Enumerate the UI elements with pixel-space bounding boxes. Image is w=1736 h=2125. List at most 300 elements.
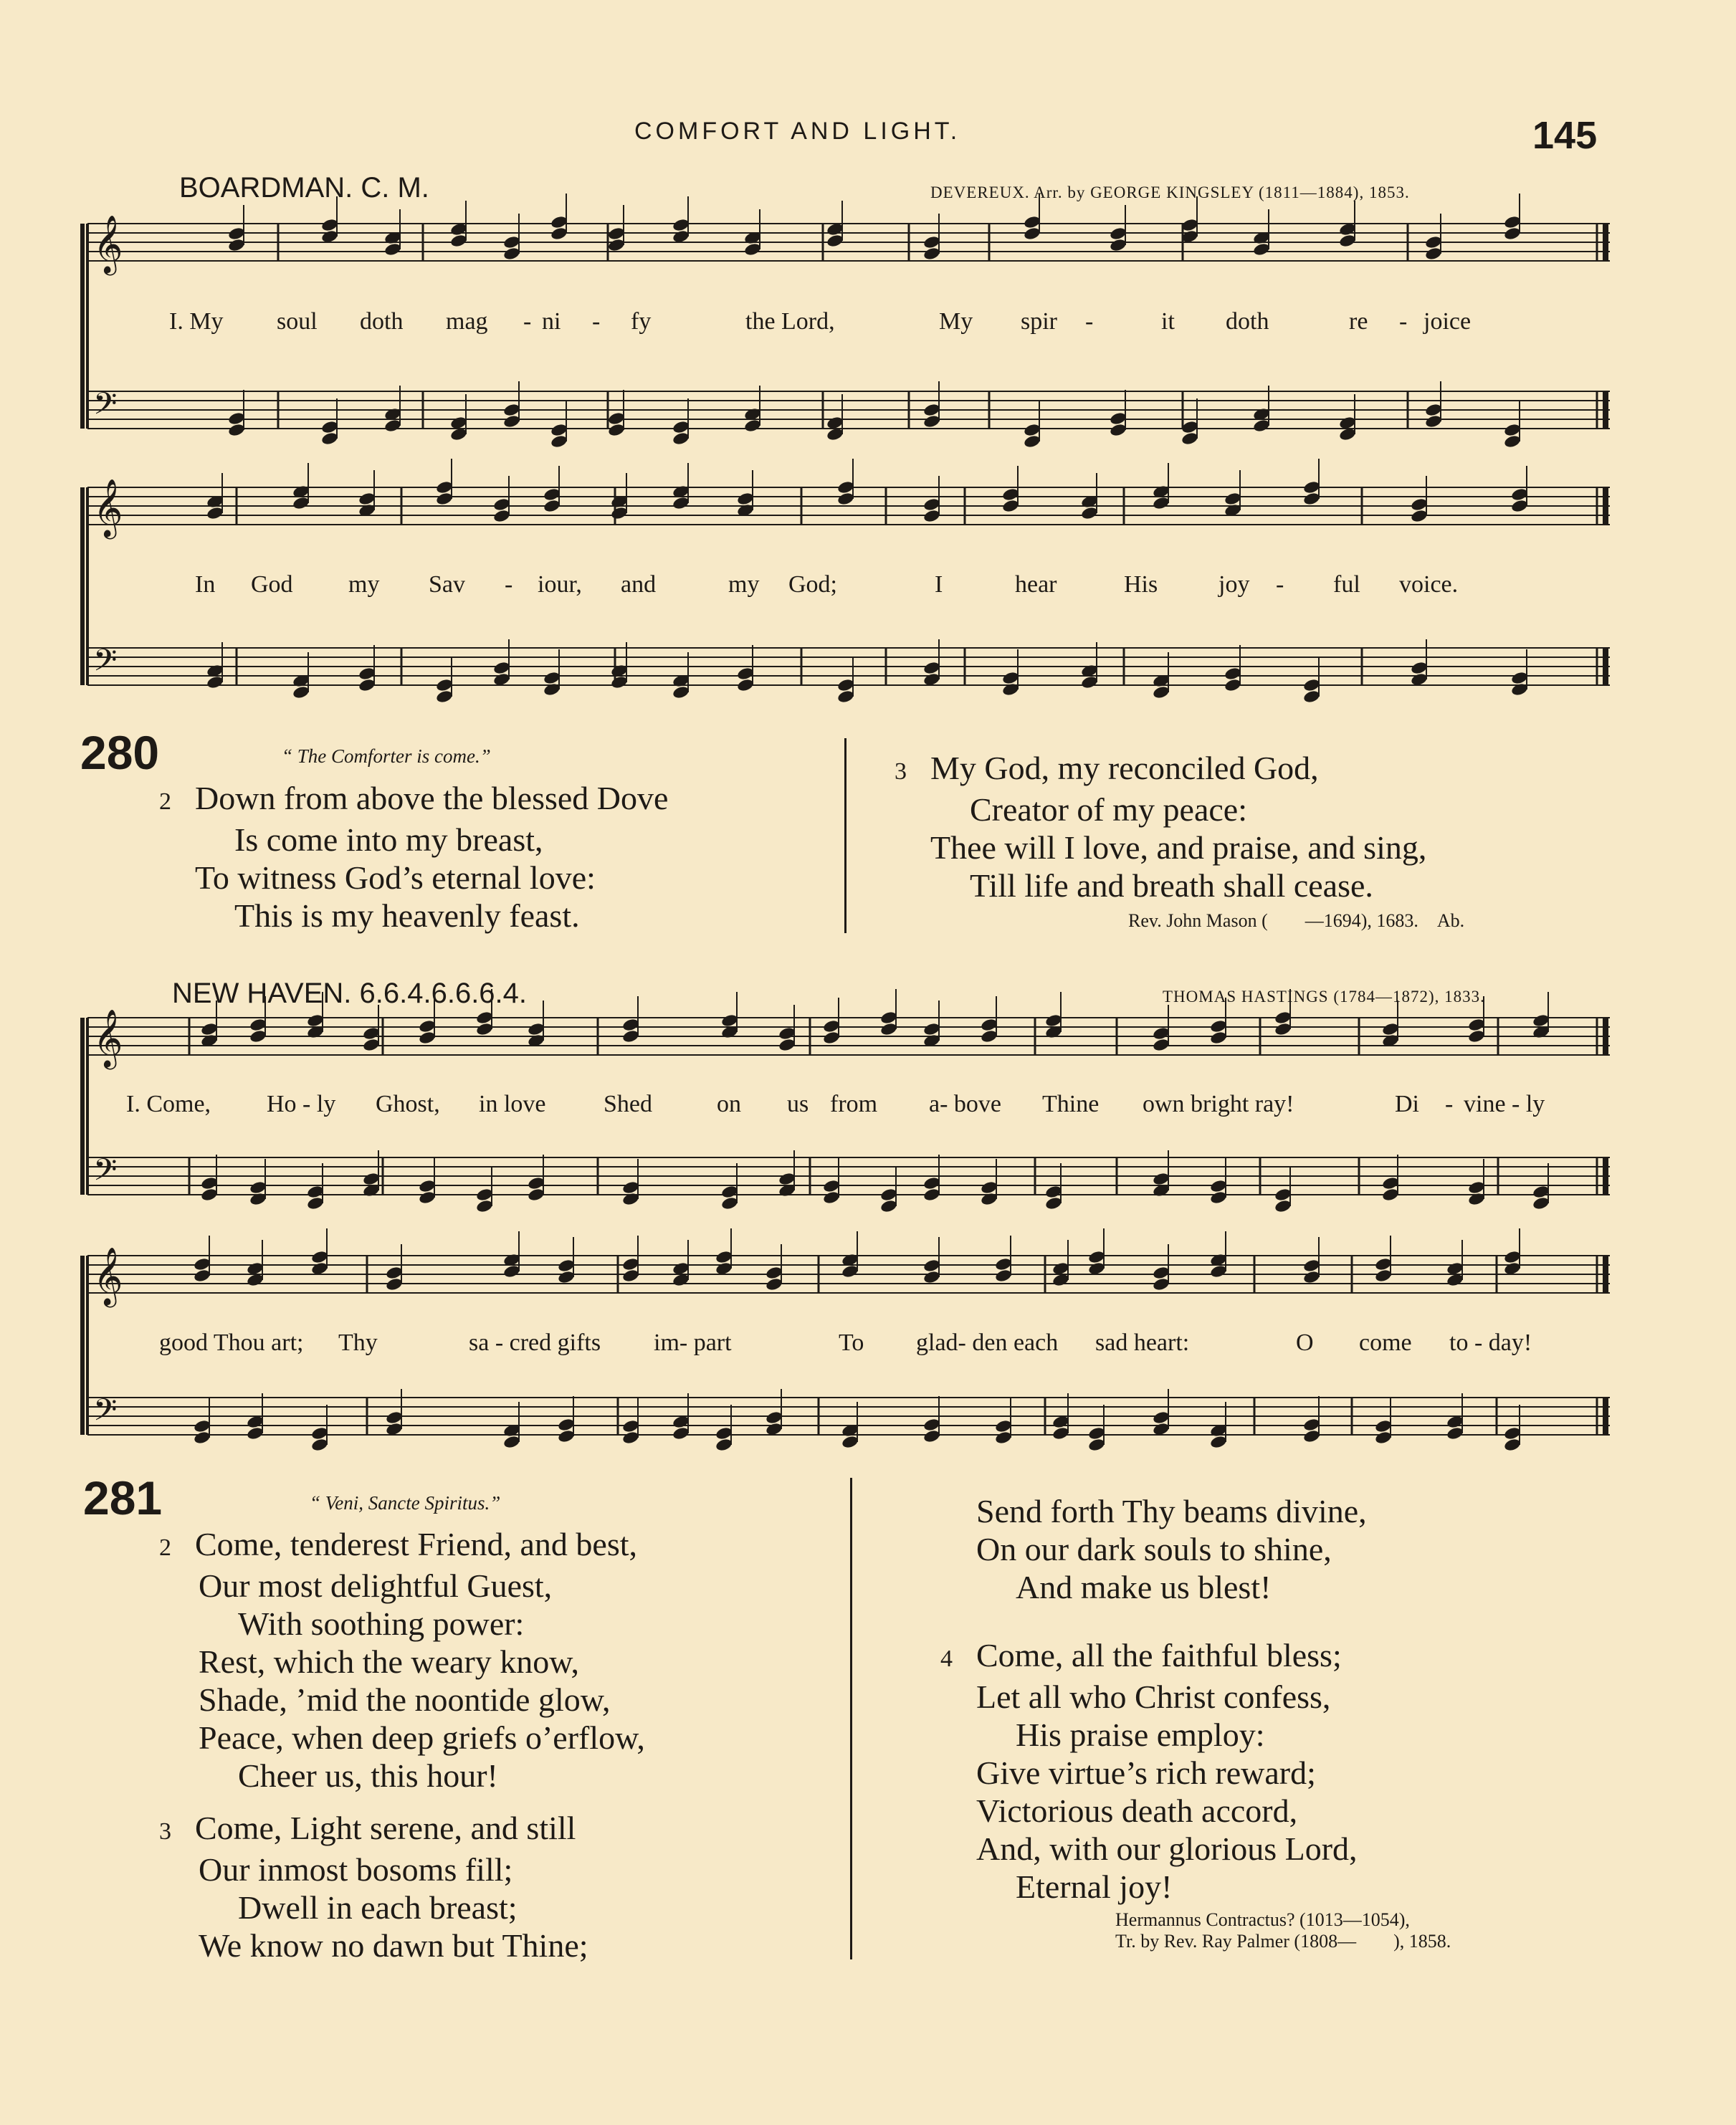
lyric-syllable: Ho - ly (267, 1091, 336, 1117)
note-head (418, 1190, 436, 1205)
note-head (1224, 667, 1241, 682)
note-head (1532, 1013, 1550, 1028)
note-head (1044, 1025, 1062, 1040)
note-head (1467, 1018, 1485, 1033)
note-head (607, 238, 625, 253)
lyric-syllable: from (830, 1091, 878, 1117)
note-head (994, 1419, 1012, 1434)
note-head (1109, 411, 1127, 426)
note-head (1209, 1423, 1227, 1438)
note-head (1446, 1261, 1464, 1276)
note-head (527, 1022, 545, 1037)
note-head (672, 674, 690, 689)
note-head (383, 242, 401, 257)
note-head (1209, 1019, 1227, 1034)
lyric-syllable: Di (1395, 1091, 1419, 1117)
note-head (1374, 1431, 1392, 1446)
note-head (621, 1431, 639, 1446)
treble-clef: 𝄞 (93, 478, 123, 537)
note-head (922, 661, 940, 676)
lyric-syllable: own bright ray! (1143, 1091, 1294, 1117)
note-head (1302, 1429, 1320, 1444)
lyric-syllable: and (621, 571, 657, 598)
note-head (206, 664, 224, 679)
note-head (418, 1179, 436, 1194)
note-head (200, 1176, 218, 1191)
lyric-syllable: I. My (169, 308, 224, 335)
hymn-number-280: 280 (80, 726, 160, 779)
note-head (227, 423, 245, 438)
note-head (715, 1426, 733, 1441)
treble-clef: 𝄞 (93, 214, 123, 273)
column-divider (844, 738, 846, 933)
note-head (1510, 499, 1528, 514)
note-head (492, 661, 510, 676)
note-head (1224, 503, 1241, 518)
note-head (720, 1025, 738, 1040)
note-head (1424, 247, 1442, 262)
note-head (550, 226, 568, 242)
note-head (502, 414, 520, 429)
note-head (672, 431, 690, 447)
note-head (822, 1190, 840, 1205)
note-head (1209, 1190, 1227, 1205)
note-head (246, 1426, 264, 1441)
note-head (672, 218, 690, 233)
note-head (1181, 420, 1198, 435)
note-head (527, 1176, 545, 1191)
lyric-syllable: To (839, 1329, 864, 1356)
note-head (1503, 215, 1521, 230)
note-head (1374, 1269, 1392, 1284)
note-head (743, 419, 761, 434)
lyric-syllable: Ghost, (376, 1091, 440, 1117)
note-head (841, 1253, 859, 1268)
note-head (385, 1410, 403, 1426)
note-head (1503, 434, 1521, 449)
note-head (672, 484, 690, 500)
note-head (1023, 226, 1041, 242)
note-head (621, 1029, 639, 1044)
lyric-syllable: hear (1015, 571, 1057, 598)
note-head (206, 675, 224, 690)
lyric-syllable: voice. (1399, 571, 1459, 598)
verse-line: My God, my reconciled God, (930, 750, 1319, 786)
lyric-syllable: I. Come, (126, 1091, 211, 1117)
lyric-syllable: my (348, 571, 380, 598)
note-head (922, 403, 940, 418)
verse-number: 3 (159, 1818, 171, 1845)
hymn-caption-281: “ Veni, Sancte Spiritus.” (310, 1492, 501, 1514)
note-head (383, 231, 401, 246)
verse-line: On our dark souls to shine, (976, 1531, 1332, 1567)
note-head (922, 1188, 940, 1203)
note-head (1374, 1419, 1392, 1434)
note-head (922, 1022, 940, 1037)
note-head (822, 1179, 840, 1194)
note-head (841, 1264, 859, 1279)
note-head (736, 503, 754, 518)
note-head (492, 672, 510, 687)
note-head (418, 1031, 436, 1046)
verse-280-2 (159, 779, 847, 935)
note-head (557, 1418, 575, 1433)
note-head (672, 1426, 690, 1441)
note-head (1181, 229, 1198, 244)
running-title: COMFORT AND LIGHT. (634, 118, 961, 145)
note-head (292, 674, 310, 689)
note-head (1467, 1029, 1485, 1044)
note-head (362, 1183, 380, 1198)
note-head (1152, 484, 1170, 500)
note-head (1209, 1253, 1227, 1268)
note-head (362, 1026, 380, 1041)
note-head (306, 1196, 324, 1211)
lyric-syllable: His (1124, 571, 1158, 598)
verse-line: With soothing power: (238, 1605, 525, 1642)
lyric-syllable: Sav (429, 571, 465, 598)
lyric-syllable: doth (1226, 308, 1269, 335)
lyric-syllable: im- part (654, 1329, 732, 1356)
note-head (922, 1270, 940, 1285)
note-head (1510, 671, 1528, 686)
note-head (492, 509, 510, 524)
note-head (1209, 1435, 1227, 1450)
note-head (249, 1180, 267, 1195)
note-head (502, 247, 520, 262)
tune-name-boardman: BOARDMAN. C. M. (179, 172, 429, 204)
note-head (1001, 487, 1019, 502)
note-head (765, 1410, 783, 1426)
note-head (418, 1019, 436, 1034)
note-head (1087, 1426, 1105, 1441)
note-head (1209, 1179, 1227, 1194)
attribution-line: Hermannus Contractus? (1013—1054), (1115, 1909, 1410, 1930)
verse-line: Our most delightful Guest, (199, 1567, 553, 1604)
lyric-syllable: God (251, 571, 293, 598)
page-number: 145 (1532, 114, 1598, 157)
note-head (610, 495, 628, 510)
note-head (193, 1419, 211, 1434)
verse-line: Peace, when deep griefs o’erflow, (199, 1719, 645, 1756)
note-head (527, 1188, 545, 1203)
note-head (980, 1018, 998, 1033)
note-head (246, 1273, 264, 1288)
note-head (1152, 1183, 1170, 1198)
lyric-syllable: O (1296, 1329, 1314, 1356)
verse-line: And make us blest! (1016, 1569, 1272, 1605)
lyric-syllable: sa - cred gifts (469, 1329, 601, 1356)
verse-number: 2 (159, 788, 171, 815)
note-head (826, 234, 844, 249)
note-head (475, 1199, 493, 1214)
lyric-syllable: - (505, 571, 513, 598)
note-head (206, 506, 224, 521)
lyric-syllable: on (717, 1091, 741, 1117)
note-head (1152, 1038, 1170, 1053)
note-head (1109, 238, 1127, 253)
verse-line: Cheer us, this hour! (238, 1757, 498, 1794)
note-head (1338, 222, 1356, 237)
note-head (385, 1266, 403, 1281)
note-head (1001, 682, 1019, 697)
note-head (1274, 1022, 1292, 1037)
note-head (1224, 678, 1241, 693)
lyric-syllable: re (1349, 308, 1368, 335)
note-head (502, 1264, 520, 1279)
note-head (607, 226, 625, 242)
note-head (765, 1266, 783, 1281)
final-bar-line (1603, 1256, 1608, 1293)
note-head (1338, 416, 1356, 431)
verse-281-2 (159, 1525, 847, 1964)
note-head (1446, 1426, 1464, 1441)
note-head (1087, 1438, 1105, 1453)
tune-composer-boardman: DEVEREUX. Arr. by GEORGE KINGSLEY (1811—1884), 1853. (930, 183, 1410, 201)
note-head (306, 1185, 324, 1200)
lyric-syllable: - (1085, 308, 1094, 335)
hymn-number-281: 281 (83, 1471, 163, 1524)
verse-line: Thee will I love, and praise, and sing, (930, 829, 1427, 866)
note-head (475, 1188, 493, 1203)
verse-line: Come, Light serene, and still (195, 1810, 576, 1846)
note-head (1410, 509, 1428, 524)
note-head (1152, 674, 1170, 689)
system-brace (80, 1018, 85, 1195)
note-head (1152, 1410, 1170, 1426)
note-head (1252, 231, 1270, 246)
note-head (1109, 423, 1127, 438)
note-head (922, 1429, 940, 1444)
verse-line: His praise employ: (1016, 1716, 1265, 1753)
note-head (193, 1257, 211, 1272)
note-head (1051, 1273, 1069, 1288)
note-head (1051, 1261, 1069, 1276)
note-head (621, 1192, 639, 1207)
lyric-syllable: soul (277, 308, 318, 335)
verse-line: Victorious death accord, (976, 1792, 1298, 1829)
lyric-syllable: - (592, 308, 601, 335)
note-head (841, 1423, 859, 1438)
note-head (836, 492, 854, 507)
note-head (550, 215, 568, 230)
note-head (822, 1019, 840, 1034)
lyric-syllable: come (1359, 1329, 1412, 1356)
note-head (358, 503, 376, 518)
note-head (206, 495, 224, 510)
bass-clef: 𝄢 (93, 1152, 118, 1195)
lyric-syllable: Thy (338, 1329, 378, 1356)
note-head (778, 1026, 796, 1041)
lyric-syllable: In (195, 571, 216, 598)
note-head (200, 1188, 218, 1203)
note-head (736, 678, 754, 693)
lyric-syllable: - (523, 308, 532, 335)
note-head (1424, 403, 1442, 418)
final-bar-line (1603, 1018, 1608, 1055)
note-head (879, 1199, 897, 1214)
verse-line: Creator of my peace: (970, 791, 1247, 828)
note-head (1446, 1415, 1464, 1430)
note-head (1302, 1418, 1320, 1433)
final-bar-line (1603, 391, 1608, 429)
note-head (1467, 1192, 1485, 1207)
bass-clef: 𝄢 (93, 1393, 118, 1436)
note-head (1051, 1426, 1069, 1441)
note-head (1001, 499, 1019, 514)
note-head (607, 411, 625, 426)
note-head (1023, 215, 1041, 230)
lyric-syllable: Thine (1042, 1091, 1100, 1117)
lyric-syllable: iour, (538, 571, 582, 598)
lyric-syllable: vine - ly (1464, 1091, 1545, 1117)
note-head (1446, 1273, 1464, 1288)
note-head (715, 1438, 733, 1453)
note-head (362, 1172, 380, 1187)
note-head (922, 672, 940, 687)
note-head (1023, 423, 1041, 438)
note-head (1532, 1025, 1550, 1040)
note-head (672, 685, 690, 700)
attribution-line: Tr. by Rev. Ray Palmer (1808— ), 1858. (1115, 1931, 1451, 1952)
note-head (836, 480, 854, 495)
note-head (449, 416, 467, 431)
lyric-syllable: I (935, 571, 943, 598)
lyric-syllable: in love (479, 1091, 546, 1117)
verse-line: Is come into my breast, (234, 821, 543, 858)
tune-composer-new-haven: THOMAS HASTINGS (1784—1872), 1833. (1163, 988, 1485, 1006)
note-head (672, 229, 690, 244)
verse-281-3-cont (940, 1492, 1657, 1906)
note-head (449, 222, 467, 237)
verse-number: 2 (159, 1534, 171, 1561)
treble-clef: 𝄞 (93, 1008, 123, 1067)
note-head (1274, 1011, 1292, 1026)
note-head (1381, 1176, 1399, 1191)
note-head (435, 689, 453, 705)
note-head (922, 1259, 940, 1274)
note-head (227, 238, 245, 253)
note-head (765, 1422, 783, 1437)
system-brace (80, 1256, 85, 1435)
note-head (1503, 226, 1521, 242)
lyric-syllable: spir (1021, 308, 1057, 335)
note-head (1252, 407, 1270, 422)
note-head (200, 1022, 218, 1037)
verse-line: Rest, which the weary know, (199, 1643, 579, 1680)
note-head (557, 1429, 575, 1444)
bass-clef: 𝄢 (93, 643, 118, 686)
note-head (1503, 1438, 1521, 1453)
note-head (1252, 242, 1270, 257)
note-head (502, 1435, 520, 1450)
note-head (879, 1022, 897, 1037)
note-head (385, 1422, 403, 1437)
verse-line: And, with our glorious Lord, (976, 1830, 1358, 1867)
note-head (543, 487, 561, 502)
lyric-syllable: a- bove (929, 1091, 1002, 1117)
note-head (621, 1419, 639, 1434)
lyric-syllable: doth (360, 308, 404, 335)
note-head (320, 229, 338, 244)
hymn-caption-280: “ The Comforter is come.” (282, 745, 491, 767)
note-head (1374, 1257, 1392, 1272)
lyric-syllable: good Thou art; (159, 1329, 304, 1356)
lyric-syllable: joy (1218, 571, 1250, 598)
note-head (826, 416, 844, 431)
note-head (765, 1277, 783, 1292)
note-head (1001, 671, 1019, 686)
note-head (743, 231, 761, 246)
note-head (1424, 235, 1442, 250)
note-head (358, 678, 376, 693)
note-head (1152, 1422, 1170, 1437)
note-head (543, 682, 561, 697)
lyric-syllable: us (787, 1091, 809, 1117)
verse-number: 4 (940, 1646, 953, 1672)
note-head (1152, 1172, 1170, 1187)
note-head (550, 423, 568, 438)
note-head (362, 1038, 380, 1053)
note-head (1274, 1188, 1292, 1203)
note-head (1087, 1250, 1105, 1265)
note-head (1503, 1261, 1521, 1276)
note-head (980, 1192, 998, 1207)
note-head (249, 1029, 267, 1044)
note-head (922, 1033, 940, 1049)
note-head (310, 1438, 328, 1453)
note-head (292, 685, 310, 700)
note-head (200, 1033, 218, 1049)
note-head (358, 492, 376, 507)
note-head (922, 497, 940, 512)
note-head (320, 218, 338, 233)
note-head (610, 675, 628, 690)
note-head (1503, 423, 1521, 438)
note-head (607, 423, 625, 438)
note-head (736, 667, 754, 682)
lyric-syllable: mag (446, 308, 488, 335)
note-head (922, 509, 940, 524)
note-head (1503, 1426, 1521, 1441)
note-head (527, 1033, 545, 1049)
lyric-syllable: fy (631, 308, 652, 335)
note-head (980, 1029, 998, 1044)
final-bar-line (1603, 1398, 1608, 1435)
note-head (475, 1022, 493, 1037)
note-head (1410, 661, 1428, 676)
note-head (672, 496, 690, 511)
note-head (610, 506, 628, 521)
note-head (1302, 689, 1320, 705)
note-head (435, 492, 453, 507)
note-head (310, 1261, 328, 1276)
note-head (543, 499, 561, 514)
note-head (1338, 234, 1356, 249)
final-bar-line (1603, 1157, 1608, 1195)
note-head (292, 484, 310, 500)
final-bar-line (1603, 224, 1608, 261)
note-head (1080, 664, 1098, 679)
note-head (1051, 1415, 1069, 1430)
note-head (193, 1269, 211, 1284)
note-head (449, 234, 467, 249)
note-head (720, 1013, 738, 1028)
note-head (672, 1261, 690, 1276)
note-head (1044, 1196, 1062, 1211)
verse-line: Eternal joy! (1016, 1868, 1173, 1905)
note-head (502, 1253, 520, 1268)
